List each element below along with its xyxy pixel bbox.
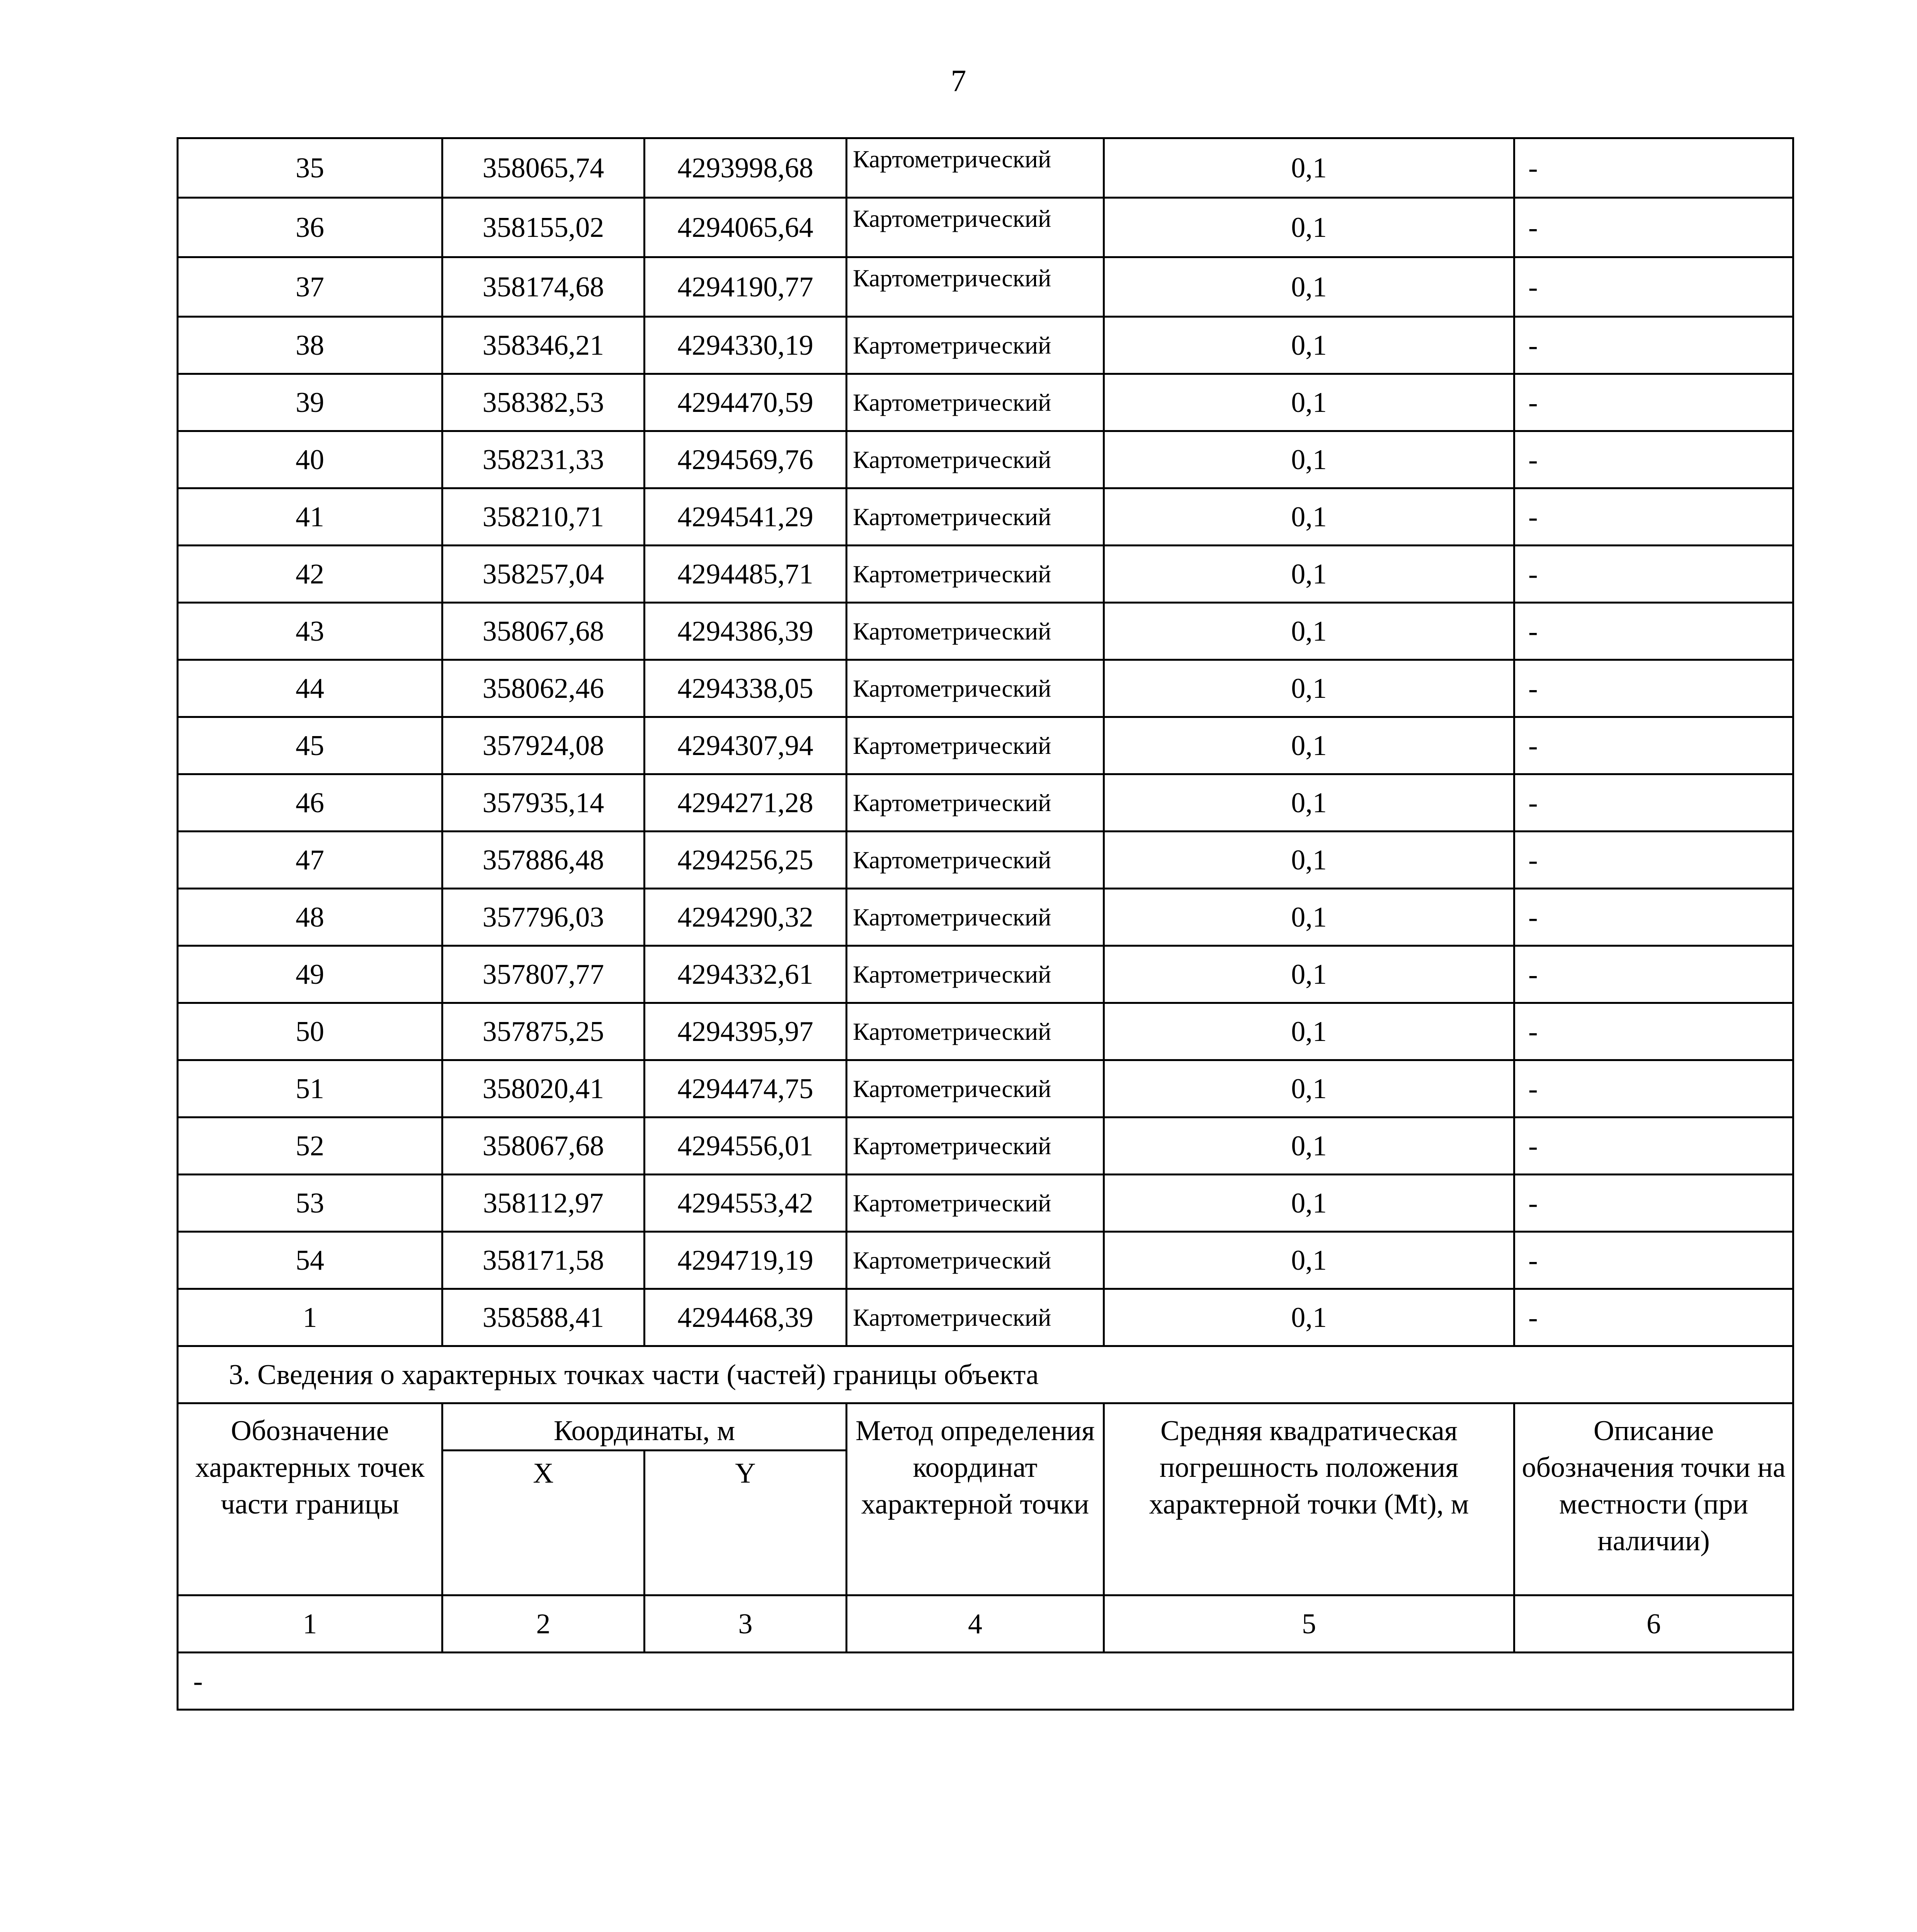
- mean-error: 0,1: [1104, 603, 1514, 660]
- table-row: [178, 374, 1793, 431]
- method: Картометрический: [847, 257, 1104, 317]
- coord-x: 358065,74: [442, 138, 645, 198]
- method: Картометрический: [847, 1232, 1104, 1289]
- column-number: 6: [1514, 1595, 1793, 1653]
- header-y: Y: [645, 1451, 847, 1595]
- coord-y: 4294719,19: [645, 1232, 847, 1289]
- coord-y: 4294569,76: [645, 431, 847, 488]
- table-row: [178, 1175, 1793, 1232]
- coord-x: 358382,53: [442, 374, 645, 431]
- method: Картометрический: [847, 660, 1104, 717]
- description: -: [1514, 1117, 1793, 1175]
- point-number: 48: [178, 889, 442, 946]
- description: -: [1514, 717, 1793, 774]
- coord-x: 358067,68: [442, 1117, 645, 1175]
- mean-error: 0,1: [1104, 832, 1514, 889]
- mean-error: 0,1: [1104, 431, 1514, 488]
- mean-error: 0,1: [1104, 1175, 1514, 1232]
- description: -: [1514, 660, 1793, 717]
- table-row: [178, 138, 1793, 198]
- coord-x: 358231,33: [442, 431, 645, 488]
- method: Картометрический: [847, 1117, 1104, 1175]
- point-number: 50: [178, 1003, 442, 1060]
- coord-x: 358210,71: [442, 488, 645, 546]
- coord-y: 4294386,39: [645, 603, 847, 660]
- column-number: 3: [645, 1595, 847, 1653]
- coord-x: 358171,58: [442, 1232, 645, 1289]
- coord-y: 4294307,94: [645, 717, 847, 774]
- header-description: Описание обозначения точки на местности (при наличии): [1514, 1403, 1793, 1595]
- description: -: [1514, 431, 1793, 488]
- coord-x: 358067,68: [442, 603, 645, 660]
- point-number: 53: [178, 1175, 442, 1232]
- point-number: 38: [178, 317, 442, 374]
- point-number: 35: [178, 138, 442, 198]
- coord-y: 4294485,71: [645, 546, 847, 603]
- coord-y: 4294190,77: [645, 257, 847, 317]
- point-number: 37: [178, 257, 442, 317]
- mean-error: 0,1: [1104, 317, 1514, 374]
- coord-y: 4294338,05: [645, 660, 847, 717]
- description: -: [1514, 257, 1793, 317]
- method: Картометрический: [847, 832, 1104, 889]
- table-row: [178, 774, 1793, 832]
- table-row: [178, 257, 1793, 317]
- description: -: [1514, 1175, 1793, 1232]
- coord-x: 358062,46: [442, 660, 645, 717]
- table-row: [178, 317, 1793, 374]
- point-number: 1: [178, 1289, 442, 1346]
- description: -: [1514, 546, 1793, 603]
- table-row: [178, 1232, 1793, 1289]
- table-row: [178, 1060, 1793, 1117]
- section-3: [178, 1346, 1793, 1710]
- method: Картометрический: [847, 488, 1104, 546]
- point-number: 47: [178, 832, 442, 889]
- coord-x: 357886,48: [442, 832, 645, 889]
- point-number: 52: [178, 1117, 442, 1175]
- table-row: [178, 431, 1793, 488]
- description: -: [1514, 1003, 1793, 1060]
- coord-x: 358257,04: [442, 546, 645, 603]
- description: -: [1514, 198, 1793, 257]
- table-row: [178, 717, 1793, 774]
- description: -: [1514, 832, 1793, 889]
- mean-error: 0,1: [1104, 1232, 1514, 1289]
- header-error: Средняя квадратическая погрешность положения характерной точки (Mt), м: [1104, 1403, 1514, 1595]
- mean-error: 0,1: [1104, 488, 1514, 546]
- mean-error: 0,1: [1104, 1117, 1514, 1175]
- mean-error: 0,1: [1104, 946, 1514, 1003]
- table-row: [178, 1117, 1793, 1175]
- page-number: 7: [951, 64, 966, 98]
- mean-error: 0,1: [1104, 374, 1514, 431]
- coord-x: 358346,21: [442, 317, 645, 374]
- description: -: [1514, 374, 1793, 431]
- method: Картометрический: [847, 138, 1104, 198]
- coord-x: 357935,14: [442, 774, 645, 832]
- method: Картометрический: [847, 198, 1104, 257]
- coordinates-table: [177, 137, 1794, 1711]
- coord-y: 4294290,32: [645, 889, 847, 946]
- table-row: [178, 832, 1793, 889]
- method: Картометрический: [847, 774, 1104, 832]
- column-number: 1: [178, 1595, 442, 1653]
- table-row: [178, 889, 1793, 946]
- coord-y: 4294065,64: [645, 198, 847, 257]
- table-row: [178, 198, 1793, 257]
- coord-y: 4294470,59: [645, 374, 847, 431]
- coord-x: 358174,68: [442, 257, 645, 317]
- method: Картометрический: [847, 1175, 1104, 1232]
- point-number: 44: [178, 660, 442, 717]
- coord-x: 358020,41: [442, 1060, 645, 1117]
- point-number: 51: [178, 1060, 442, 1117]
- method: Картометрический: [847, 946, 1104, 1003]
- coord-y: 4294256,25: [645, 832, 847, 889]
- method: Картометрический: [847, 1003, 1104, 1060]
- point-number: 43: [178, 603, 442, 660]
- point-number: 54: [178, 1232, 442, 1289]
- coord-y: 4294332,61: [645, 946, 847, 1003]
- method: Картометрический: [847, 1060, 1104, 1117]
- table-row: [178, 1003, 1793, 1060]
- table-row: [178, 946, 1793, 1003]
- method: Картометрический: [847, 546, 1104, 603]
- table-row: [178, 603, 1793, 660]
- method: Картометрический: [847, 603, 1104, 660]
- mean-error: 0,1: [1104, 546, 1514, 603]
- coord-y: 4294271,28: [645, 774, 847, 832]
- mean-error: 0,1: [1104, 1289, 1514, 1346]
- point-number: 42: [178, 546, 442, 603]
- column-number: 2: [442, 1595, 645, 1653]
- coord-y: 4294395,97: [645, 1003, 847, 1060]
- table-row: [178, 488, 1793, 546]
- header-coordinates: Координаты, м: [442, 1403, 847, 1451]
- description: -: [1514, 488, 1793, 546]
- mean-error: 0,1: [1104, 717, 1514, 774]
- coord-x: 358588,41: [442, 1289, 645, 1346]
- point-number: 40: [178, 431, 442, 488]
- table-row: [178, 660, 1793, 717]
- table-row: [178, 1289, 1793, 1346]
- point-number: 39: [178, 374, 442, 431]
- mean-error: 0,1: [1104, 257, 1514, 317]
- mean-error: 0,1: [1104, 1003, 1514, 1060]
- method: Картометрический: [847, 717, 1104, 774]
- mean-error: 0,1: [1104, 889, 1514, 946]
- coord-y: 4294330,19: [645, 317, 847, 374]
- mean-error: 0,1: [1104, 1060, 1514, 1117]
- description: -: [1514, 946, 1793, 1003]
- coord-x: 357807,77: [442, 946, 645, 1003]
- empty-value: -: [178, 1653, 1793, 1710]
- mean-error: 0,1: [1104, 660, 1514, 717]
- coord-y: 4293998,68: [645, 138, 847, 198]
- coord-x: 358112,97: [442, 1175, 645, 1232]
- description: -: [1514, 138, 1793, 198]
- mean-error: 0,1: [1104, 138, 1514, 198]
- method: Картометрический: [847, 889, 1104, 946]
- point-rows: [178, 138, 1793, 1346]
- point-number: 36: [178, 198, 442, 257]
- point-number: 46: [178, 774, 442, 832]
- point-number: 49: [178, 946, 442, 1003]
- description: -: [1514, 317, 1793, 374]
- point-number: 41: [178, 488, 442, 546]
- coord-x: 357875,25: [442, 1003, 645, 1060]
- section-3-title: 3. Сведения о характерных точках части (частей) границы объекта: [178, 1346, 1793, 1403]
- method: Картометрический: [847, 431, 1104, 488]
- description: -: [1514, 1232, 1793, 1289]
- column-number: 5: [1104, 1595, 1514, 1653]
- header-method: Метод определения координат характерной точки: [847, 1403, 1104, 1595]
- description: -: [1514, 889, 1793, 946]
- method: Картометрический: [847, 374, 1104, 431]
- coord-y: 4294556,01: [645, 1117, 847, 1175]
- description: -: [1514, 1289, 1793, 1346]
- coord-x: 358155,02: [442, 198, 645, 257]
- point-number: 45: [178, 717, 442, 774]
- description: -: [1514, 774, 1793, 832]
- description: -: [1514, 1060, 1793, 1117]
- coord-x: 357924,08: [442, 717, 645, 774]
- coord-y: 4294553,42: [645, 1175, 847, 1232]
- description: -: [1514, 603, 1793, 660]
- coord-y: 4294541,29: [645, 488, 847, 546]
- mean-error: 0,1: [1104, 774, 1514, 832]
- method: Картометрический: [847, 317, 1104, 374]
- header-x: X: [442, 1451, 645, 1595]
- header-designation: Обозначение характерных точек части границы: [178, 1403, 442, 1595]
- coord-y: 4294474,75: [645, 1060, 847, 1117]
- column-number: 4: [847, 1595, 1104, 1653]
- table-row: [178, 546, 1793, 603]
- coord-y: 4294468,39: [645, 1289, 847, 1346]
- coord-x: 357796,03: [442, 889, 645, 946]
- mean-error: 0,1: [1104, 198, 1514, 257]
- method: Картометрический: [847, 1289, 1104, 1346]
